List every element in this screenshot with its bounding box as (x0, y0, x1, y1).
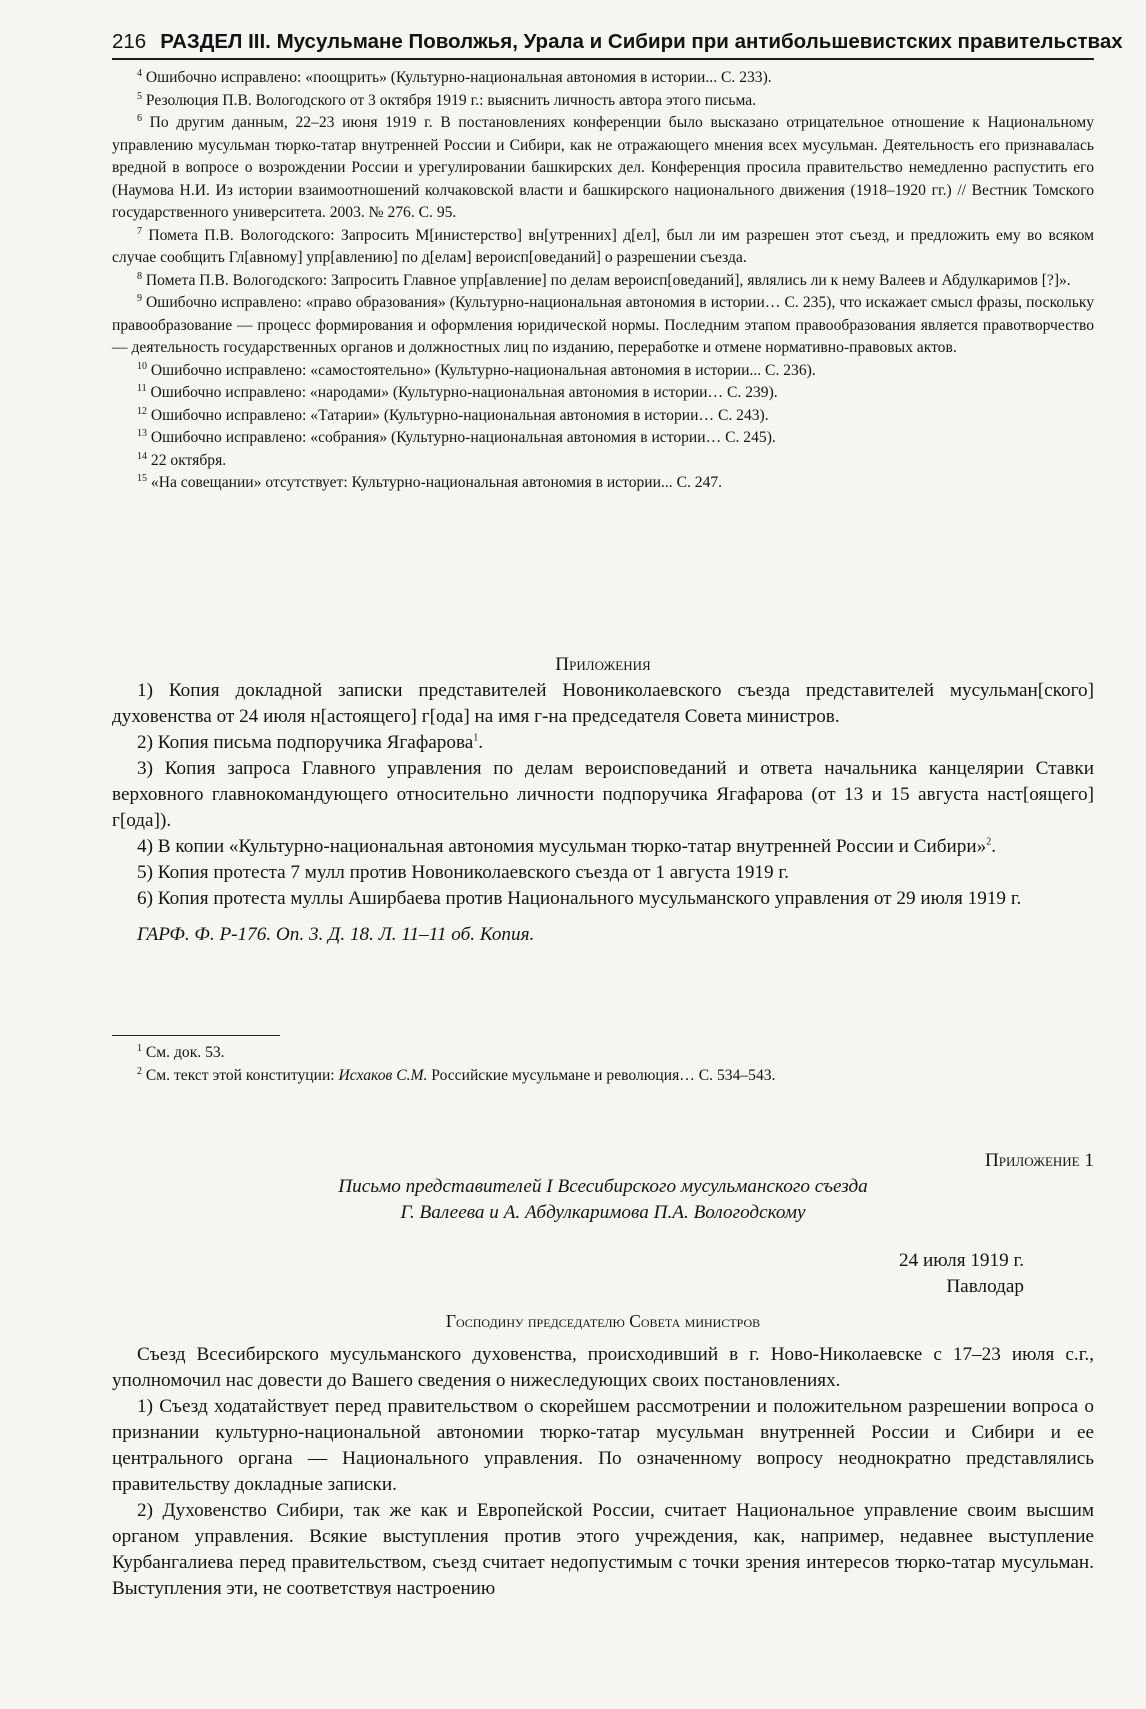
footnote-divider (112, 1035, 280, 1036)
appendices-section (112, 652, 1094, 948)
document-title-line2: Г. Валеева и А. Абдулкаримова П.А. Вологодскому (400, 1202, 806, 1223)
document-section (112, 1148, 1094, 1602)
archive-reference: ГАРФ. Ф. Р-176. Оп. 3. Д. 18. Л. 11–11 об. Копия. (137, 924, 535, 945)
appendix-item: 4) В копии «Культурно-национальная автономия мусульман тюрко-татар внутренней России и Сибири»$^2$. (137, 836, 997, 857)
footnote: $^{15}$ «На совещании» отсутствует: Культурно-национальная автономия в истории... С. 247. (137, 472, 723, 491)
footnote: $^{10}$ Ошибочно исправлено: «самостоятельно» (Культурно-национальная автономия в истории... С. 236). (137, 360, 816, 379)
appendix-item: 3) Копия запроса Главного управления по делам вероисповеданий и ответа начальника канцелярии Ставки верховного главнокомандующего относительно личности подпоручика Ягафарова (от 13 и 15 августа наст[оящего] г[ода]). (112, 758, 1094, 831)
document-label: Приложение 1 (984, 1150, 1094, 1171)
document-paragraph: Съезд Всесибирского мусульманского духовенства, происходивший в г. Ново-Николаевске с 17–23 июля с.г., уполномочил нас довести до Вашего сведения о нижеследующих своих постановлениях. (112, 1344, 1094, 1391)
document-place: Павлодар (946, 1276, 1024, 1297)
running-title: РАЗДЕЛ III. Мусульмане Поволжья, Урала и Сибири при антибольшевистских правительствах (160, 30, 1123, 53)
appendices-heading: Приложения (555, 654, 651, 675)
appendix-item: 6) Копия протеста муллы Аширбаева против Национального мусульманского управления от 29 июля 1919 г. (137, 888, 1022, 909)
appendix-item: 5) Копия протеста 7 мулл против Новониколаевского съезда от 1 августа 1919 г. (137, 862, 789, 883)
footnotes-bottom (112, 1042, 1094, 1087)
document-addressee: Господину председателю Совета министров (445, 1311, 761, 1331)
footnote: $^9$ Ошибочно исправлено: «право образования» (Культурно-национальная автономия в истории… С. 235), что искажает смысл фразы, поскольку правообразование — процесс формирования и оформления юридической нормы. Последним этапом правообразования является правотворчество — деятельность государственных органов и должностных лиц по изданию, переработке и отмене нормативно-правовых актов. (112, 292, 1094, 356)
appendix-item: 1) Копия докладной записки представителей Новониколаевского съезда представителей мусульман[ского] духовенства от 24 июля н[астоящего] г[ода] на имя г-на председателя Совета министров. (112, 680, 1094, 727)
document-title-line1: Письмо представителей I Всесибирского мусульманского съезда (338, 1176, 868, 1197)
footnote: $^{14}$ 22 октября. (137, 450, 227, 469)
page-number: 216 (112, 30, 147, 53)
footnote: $^{11}$ Ошибочно исправлено: «народами» (Культурно-национальная автономия в истории… С. 239). (137, 382, 778, 401)
document-paragraph: 1) Съезд ходатайствует перед правительством о скорейшем рассмотрении и положительном разрешении вопроса о признании культурно-национальной автономии тюрко-татар мусульман внутренней России и Сибири и ее центрального органа — Национального управления. По означенному вопросу неоднократно представлялись правительству докладные записки. (112, 1396, 1094, 1495)
running-header (112, 20, 1123, 60)
footnote: $^8$ Помета П.В. Вологодского: Запросить Главное упр[авление] по делам вероисп[оведаний], являлись ли к нему Валеев и Абдулкаримов [?]». (137, 270, 1071, 289)
footnote: $^{13}$ Ошибочно исправлено: «собрания» (Культурно-национальная автономия в истории… С. 245). (137, 427, 776, 446)
footnote: $^7$ Помета П.В. Вологодского: Запросить М[инистерство] вн[утренних] д[ел], был ли им разрешен этот съезд, и предложить ему во всяком случае сообщить Гл[авному] упр[авлению] по д[елам] вероисп[оведаний] о разрешении съезда. (112, 225, 1094, 266)
footnote: $^4$ Ошибочно исправлено: «поощрить» (Культурно-национальная автономия в истории... С. 233). (137, 67, 772, 86)
footnote: $^5$ Резолюция П.В. Вологодского от 3 октября 1919 г.: выяснить личность автора этого письма. (137, 90, 757, 109)
footnote: $^2$ См. текст этой конституции: Исхаков С.М. Российские мусульмане и революция… С. 534–543. (137, 1065, 776, 1084)
footnote: $^1$ См. док. 53. (137, 1042, 225, 1061)
footnote: $^{12}$ Ошибочно исправлено: «Татарии» (Культурно-национальная автономия в истории… С. 243). (137, 405, 769, 424)
document-paragraph: 2) Духовенство Сибири, так же как и Европейской России, считает Национальное управление своим высшим органом управления. Всякие выступления против этого учреждения, как, например, недавнее выступление Курбангалиева перед правительством, съезд считает недопустимым с точки зрения интересов тюрко-татар мусульман. Выступления эти, не соответствуя настроению (112, 1500, 1094, 1599)
appendix-item: 2) Копия письма подпоручика Ягафарова$^1$. (137, 732, 484, 753)
document-date: 24 июля 1919 г. (899, 1250, 1024, 1271)
footnotes-top (112, 67, 1094, 495)
footnote: $^6$ По другим данным, 22–23 июня 1919 г. В постановлениях конференции было высказано отрицательное отношение к Национальному управлению мусульман тюрко-татар внутренней России и Сибири, как не отражающего мнения всех мусульман. Деятельность его признавалась вредной в вопросе о возрождении России и урегулировании башкирских дел. Конференция просила правительство немедленно распустить его (Наумова Н.И. Из истории взаимоотношений колчаковской власти и башкирского национального движения (1918–1920 гг.) // Вестник Томского государственного университета. 2003. № 276. С. 95. (112, 112, 1094, 221)
